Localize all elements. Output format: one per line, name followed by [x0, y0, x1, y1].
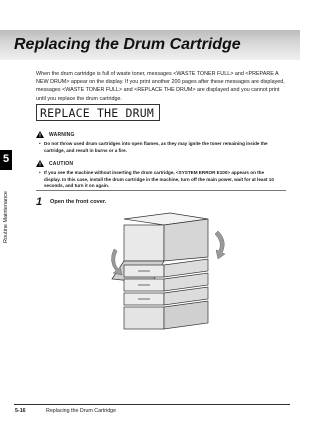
chapter-number: 5 — [2, 153, 10, 165]
step-number: 1 — [36, 196, 43, 208]
footer-rule — [14, 404, 290, 405]
title-band — [0, 30, 300, 60]
warning-label: WARNING — [49, 131, 75, 138]
intro-paragraph: When the drum cartridge is full of waste toner, messages <WASTE TONER FULL> and <PREPARE A NEW DRUM> appear on the display. If you print another 200 pages after these messages are displayed, messages <WASTE TONER FULL> and <REPLACE THE DRUM> are displayed and you cannot print until you replace the drum cartridge. — [36, 71, 285, 102]
chapter-label: Routine Maintenance — [3, 191, 9, 243]
section-divider — [36, 190, 286, 191]
warning-text: • Do not throw used drum cartridges into open flames, as they may ignite the toner remaining inside the cartridge, and result in burns or a fire. — [44, 141, 282, 154]
warning-icon — [36, 131, 44, 138]
caution-icon — [36, 160, 44, 167]
caution-heading — [36, 160, 73, 167]
footer-page-number: 5-16 — [15, 408, 26, 414]
caution-label: CAUTION — [49, 160, 74, 167]
chapter-tab — [0, 150, 12, 170]
caution-text: • If you see the machine without inserting the drum cartridge, <SYSTEM ERROR E100> appears on the display. In this case, install the drum cartridge in the machine, turn off the main power, wait for at least 10 seconds, and turn it on again. — [44, 170, 282, 190]
page-title: Replacing the Drum Cartridge — [14, 36, 241, 53]
display-message-box — [36, 104, 160, 121]
footer-section-title: Replacing the Drum Cartridge — [46, 408, 117, 414]
display-message: REPLACE THE DRUM — [40, 106, 154, 120]
warning-heading — [36, 131, 75, 138]
step-text: Open the front cover. — [50, 199, 107, 205]
printer-illustration — [110, 209, 228, 337]
